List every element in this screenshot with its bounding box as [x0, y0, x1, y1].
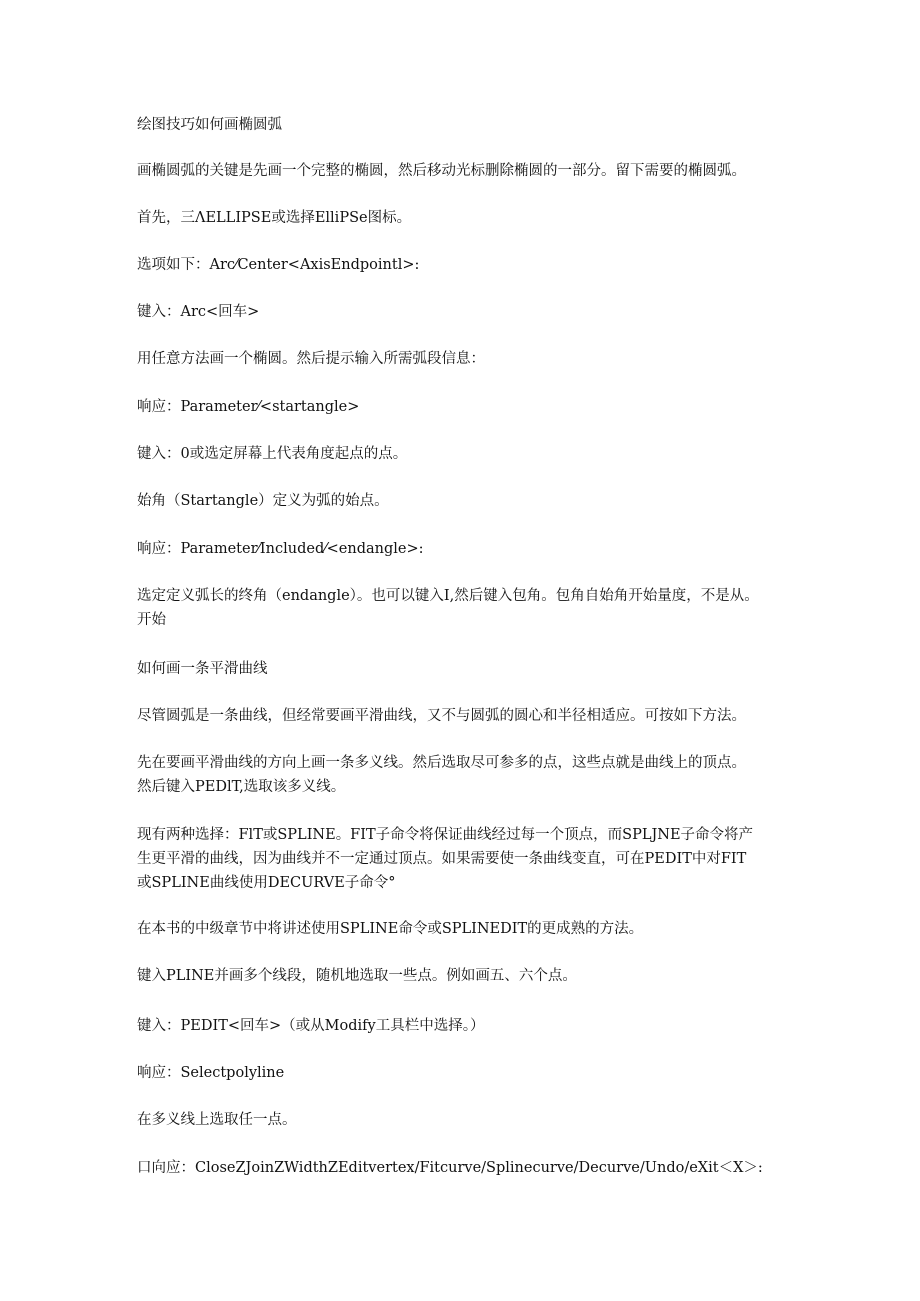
- paragraph: 在本书的中级章节中将讲述使用SPLINE命令或SPLINEDIT的更成熟的方法。: [137, 921, 644, 937]
- paragraph: 键入：Arc<回车>: [137, 304, 260, 320]
- paragraph: 响应：Parameter⁄Included⁄<endangle>:: [137, 541, 424, 557]
- paragraph: 键入：PEDIT<回车>（或从Modify工具栏中选择。）: [137, 1018, 485, 1034]
- paragraph: 用任意方法画一个椭圆。然后提示输入所需弧段信息：: [137, 351, 485, 367]
- paragraph: 首先，三ΛELLIPSE或选择ElliPSe图标。: [137, 210, 412, 226]
- document-title: 绘图技巧如何画椭圆弧: [137, 117, 282, 133]
- paragraph-line: 开始: [137, 612, 166, 628]
- paragraph-line: 选定定义弧长的终角（endangle）。也可以键入I,然后键入包角。包角自始角开始量度，不是从。: [137, 588, 759, 604]
- paragraph-line: 生更平滑的曲线，因为曲线并不一定通过顶点。如果需要使一条曲线变直，可在PEDIT中对FIT: [137, 851, 747, 867]
- paragraph: 选项如下：Arc⁄Center<AxisEndpointl>:: [137, 257, 420, 273]
- paragraph: 尽管圆弧是一条曲线，但经常要画平滑曲线，又不与圆弧的圆心和半径相适应。可按如下方法。: [137, 708, 746, 724]
- paragraph: 画椭圆弧的关键是先画一个完整的椭圆，然后移动光标删除椭圆的一部分。留下需要的椭圆弧。: [137, 163, 746, 179]
- paragraph-line: 然后键入PEDlT,选取该多义线。: [137, 779, 346, 795]
- paragraph: 在多义线上选取任一点。: [137, 1112, 297, 1128]
- paragraph: 响应：Selectpolyline: [137, 1065, 285, 1081]
- paragraph-line: 先在要画平滑曲线的方向上画一条多义线。然后选取尽可参多的点，这些点就是曲线上的顶点。: [137, 755, 746, 771]
- paragraph: 口向应：CloseZJoinZWidthZEditvertex/Fitcurve/Splinecurve/Decurve/Undo/eXit＜X＞:: [137, 1160, 763, 1176]
- paragraph-line: 或SPLINE曲线使用DECURVE子命令°: [137, 875, 396, 891]
- paragraph-line: 现有两种选择：FlT或SPLINE。FIT子命令将保证曲线经过每一个顶点，而SPLJNE子命令将产: [137, 827, 754, 843]
- paragraph: 键入PLINE并画多个线段，随机地选取一些点。例如画五、六个点。: [137, 968, 577, 984]
- paragraph: 响应：Parameter⁄<startangle>: [137, 399, 360, 415]
- paragraph: 键入：0或选定屏幕上代表角度起点的点。: [137, 446, 408, 462]
- section-heading: 如何画一条平滑曲线: [137, 661, 268, 677]
- paragraph: 始角（Startangle）定义为弧的始点。: [137, 493, 389, 509]
